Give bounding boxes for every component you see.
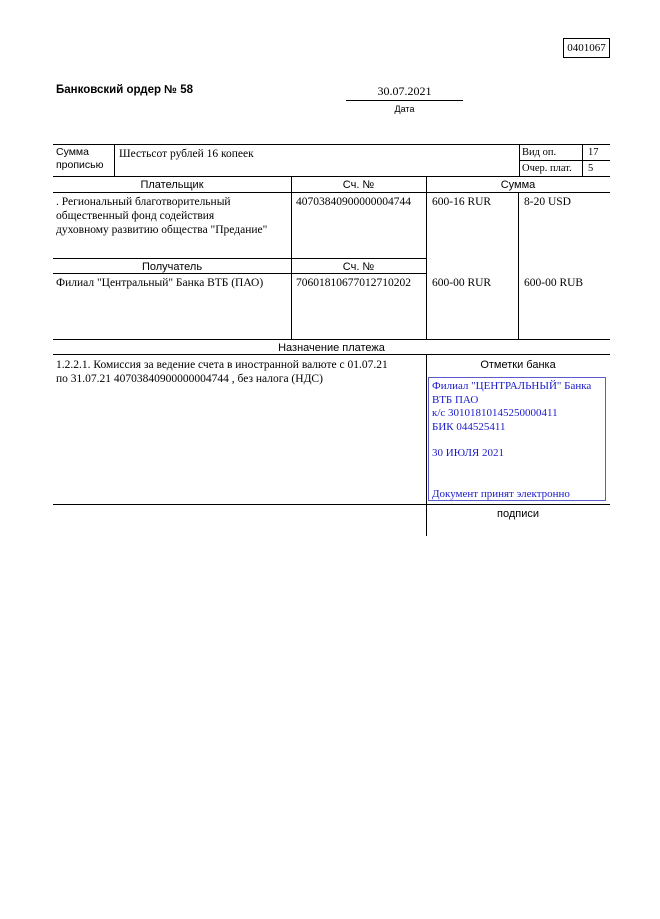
- stamp-date: 30 ИЮЛЯ 2021: [432, 447, 504, 459]
- sum-header: Сумма: [500, 179, 536, 191]
- date-caption: Дата: [394, 104, 415, 114]
- stamp-line-3: к/с 30101810145250000411: [432, 407, 558, 419]
- payer-header: Плательщик: [140, 179, 204, 191]
- signatures-caption: подписи: [497, 508, 539, 520]
- account-header: Сч. №: [342, 179, 375, 191]
- amount-words-value: Шестьсот рублей 16 копеек: [119, 148, 254, 160]
- receiver-account-header: Сч. №: [342, 261, 375, 273]
- purpose-header: Назначение платежа: [278, 342, 385, 354]
- purpose-line-2: по 31.07.21 40703840900000004744 , без налога (НДС): [56, 373, 323, 385]
- stamp-line-2: ВТБ ПАО: [432, 393, 479, 406]
- receiver-sum-rub: 600-00 RUB: [524, 277, 584, 289]
- bank-marks-header: Отметки банка: [480, 359, 556, 371]
- stamp-line-4: БИК 044525411: [432, 420, 506, 433]
- form-code-box: 0401067: [563, 38, 610, 58]
- receiver-header: Получатель: [141, 261, 203, 273]
- op-type-value: 17: [588, 147, 599, 158]
- payer-sum-usd: 8-20 USD: [524, 196, 571, 208]
- op-type-label: Вид оп.: [522, 147, 557, 158]
- stamp-note: Документ принят электронно: [432, 487, 570, 500]
- payer-sum-rur: 600-16 RUR: [432, 196, 492, 208]
- priority-label: Очер. плат.: [522, 163, 572, 174]
- stamp-line-1: Филиал "ЦЕНТРАЛЬНЫЙ" Банка: [432, 380, 592, 392]
- bank-stamp: [428, 377, 606, 501]
- payer-name-line-1: . Региональный благотворительный: [56, 196, 231, 208]
- payer-name-line-2: общественный фонд содействия: [56, 210, 215, 222]
- document-date: 30.07.2021: [346, 84, 463, 101]
- payer-account: 40703840900000004744: [296, 196, 411, 208]
- priority-value: 5: [588, 163, 594, 174]
- purpose-line-1: 1.2.2.1. Комиссия за ведение счета в иностранной валюте с 01.07.21: [56, 359, 388, 371]
- payer-name-line-3: духовному развитию общества "Предание": [56, 224, 268, 236]
- receiver-account: 70601810677012710202: [296, 277, 411, 289]
- receiver-name: Филиал "Центральный" Банка ВТБ (ПАО): [56, 277, 264, 289]
- receiver-sum-rur: 600-00 RUR: [432, 277, 492, 289]
- document-title: Банковский ордер № 58: [56, 84, 193, 96]
- amount-words-label: Сумма прописью: [56, 146, 104, 171]
